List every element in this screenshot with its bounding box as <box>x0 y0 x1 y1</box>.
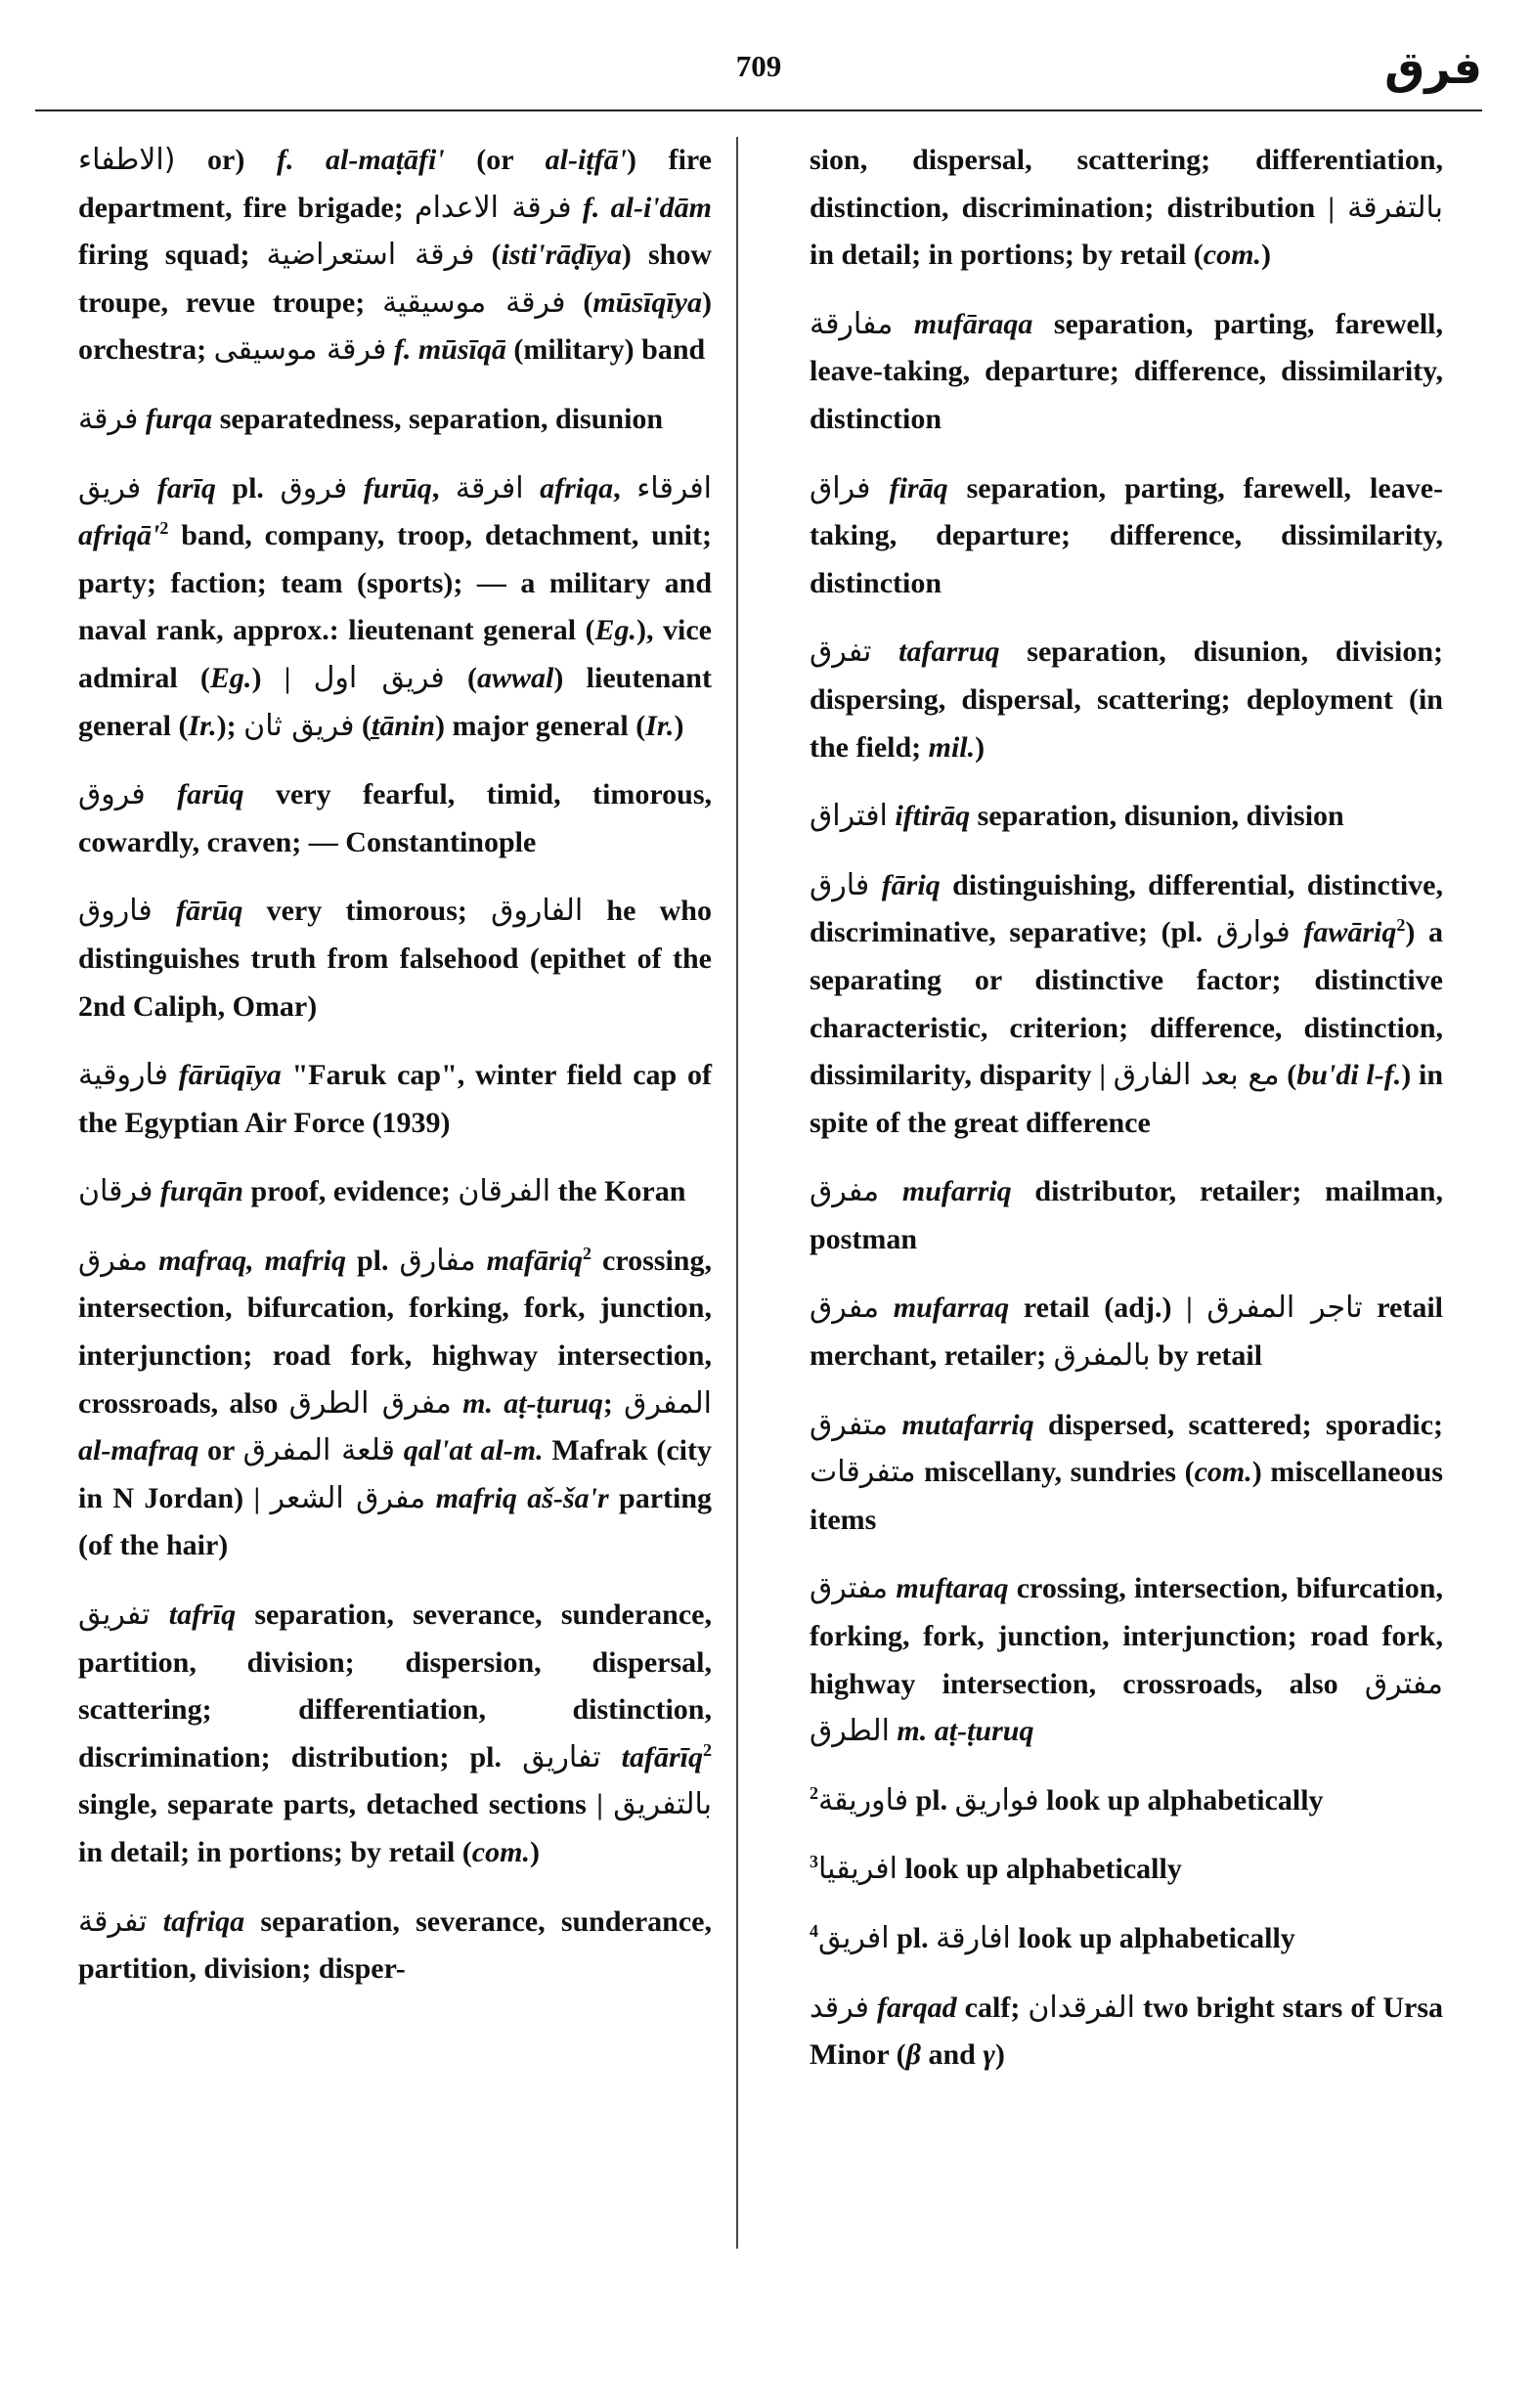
dictionary-entry <box>810 862 1443 1148</box>
arabic-term: فروق <box>78 777 146 812</box>
column-divider <box>736 137 738 2249</box>
entry-text: separation, disunion, division; dispersing, dispersal, scattering; deployment (in the field; <box>810 635 1444 764</box>
arabic-term: بالمفرق <box>1053 1338 1151 1374</box>
arabic-term: مفارقة <box>810 306 894 341</box>
entry-text: dispersed, scattered; sporadic; <box>1033 1408 1444 1441</box>
entry-text: very fearful, timid, timorous, cowardly, craven; — Constantinople <box>78 778 712 858</box>
entry-text: ) fire department, fire brigade; <box>78 144 713 224</box>
entry-text: (or <box>444 144 546 176</box>
entry-text: (military) band <box>505 333 706 367</box>
transliteration: fawāriq <box>1303 916 1397 949</box>
dictionary-entry <box>78 888 712 1030</box>
transliteration: muftaraq <box>896 1572 1009 1605</box>
entry-text: firing squad; <box>78 239 267 272</box>
dictionary-entry <box>78 1168 712 1216</box>
entry-text: in detail; in portions; by retail ( <box>78 1836 472 1868</box>
entry-text: retail merchant, retailer; <box>810 1292 1444 1373</box>
arabic-term: فرقة موسيقى <box>213 332 387 368</box>
dictionary-entry <box>810 1285 1443 1379</box>
arabic-term: فريق ثان <box>243 708 355 743</box>
transliteration: fārūq <box>175 895 243 928</box>
dictionary-entry <box>810 1985 1443 2080</box>
arabic-term: افريق <box>818 1921 890 1955</box>
transliteration: farīq <box>156 471 216 504</box>
arabic-term: افارقة <box>936 1921 1011 1955</box>
entry-text: ) show troupe, revue troupe; <box>78 239 712 319</box>
entry-text: crossing, intersection, bifurcation, forking, fork, junction, interjunction; road fork, highway intersection, crossroads, also <box>810 1572 1443 1700</box>
arabic-term: مفرق <box>78 1243 149 1278</box>
arabic-term: قلعة المفرق <box>242 1433 395 1468</box>
abbreviation: Eg. <box>209 661 252 694</box>
entry-text: look up alphabetically <box>897 1853 1182 1886</box>
entry-text: sion, dispersal, scattering; differentiation, distinction, discrimination; distribution | <box>810 144 1443 224</box>
abbreviation: com. <box>1203 239 1261 272</box>
arabic-term: فراق <box>810 470 871 505</box>
entry-text: separation, severance, sunderance, partition, division; disper- <box>78 1905 712 1986</box>
entry-text: pl. <box>908 1783 955 1817</box>
dictionary-entry <box>810 1565 1443 1755</box>
entry-text <box>572 192 583 224</box>
footnote-entry <box>810 1777 1443 1825</box>
arabic-term: بالتفرقة <box>1347 190 1443 225</box>
arabic-term: افتراق <box>810 799 888 834</box>
entry-text <box>879 1175 902 1207</box>
arabic-term: فوارق <box>1215 915 1291 950</box>
arabic-term: افرقة <box>455 470 524 505</box>
entry-text <box>888 1409 901 1441</box>
entry-text: ) lieutenant general ( <box>78 661 712 742</box>
abbreviation: Ir. <box>188 709 217 742</box>
entry-text: miscellany, sundries ( <box>915 1456 1195 1489</box>
transliteration: ṯānin <box>371 709 436 742</box>
arabic-term: مفترق <box>810 1571 889 1606</box>
arabic-term: تاجر المفرق <box>1206 1291 1363 1326</box>
entry-text: look up alphabetically <box>1038 1783 1324 1817</box>
running-headword: فرق <box>1384 41 1482 94</box>
dictionary-entry <box>810 137 1443 280</box>
entry-text: pl. <box>215 471 281 504</box>
entry-text: look up alphabetically <box>1010 1922 1295 1954</box>
entry-text: ); <box>216 709 244 742</box>
entry-text: he who distinguishes truth from falsehood (epithet of the 2nd Caliph, Omar) <box>78 895 712 1023</box>
transliteration: al-iṭfā' <box>545 144 627 176</box>
transliteration: mafāriq <box>486 1244 584 1277</box>
dictionary-entry <box>810 301 1443 444</box>
transliteration: awwal <box>477 661 554 694</box>
entry-text <box>386 333 394 366</box>
entry-text: ( <box>354 709 372 742</box>
superscript: 2 <box>583 1243 592 1263</box>
entry-text: pl. <box>345 1244 400 1277</box>
dictionary-entry <box>78 1238 712 1570</box>
arabic-term: تفرق <box>810 635 872 670</box>
arabic-term: مفرق <box>810 1174 880 1209</box>
arabic-term: فارق <box>810 867 870 902</box>
arabic-term: تفريق <box>78 1598 151 1633</box>
arabic-term: مفرق الشعر <box>270 1480 426 1515</box>
footnote-entry <box>810 1915 1443 1963</box>
header-rule <box>35 109 1482 111</box>
greek-letter: β <box>905 2038 921 2072</box>
dictionary-entry <box>810 629 1443 771</box>
entry-text: separatedness, separation, disunion <box>212 402 664 435</box>
arabic-term: مفارق <box>399 1243 476 1278</box>
transliteration: fāriq <box>881 868 941 901</box>
arabic-term: مع بعد الفارق <box>1113 1058 1280 1093</box>
arabic-term: متفرق <box>810 1407 889 1442</box>
arabic-term: فرقة موسيقية <box>382 285 566 320</box>
right-column <box>810 137 1443 2101</box>
entry-text: ( <box>444 661 478 694</box>
transliteration: iftirāq <box>895 800 971 833</box>
arabic-term: فرقة الاعدام <box>415 190 572 225</box>
transliteration: f. al-maṭāfi' <box>276 144 445 176</box>
page-header <box>35 35 1482 109</box>
abbreviation: com. <box>1194 1456 1252 1489</box>
arabic-term: فرقة <box>78 401 139 436</box>
transliteration: mufarriq <box>901 1175 1012 1208</box>
entry-text: ) <box>529 1836 540 1868</box>
transliteration: bu'di l-f. <box>1296 1059 1402 1092</box>
dictionary-entry <box>78 396 712 444</box>
entry-text: separation, parting, farewell, leave-taking, departure; difference, dissimilarity, distinction <box>810 471 1443 599</box>
superscript: 2 <box>703 1739 712 1760</box>
transliteration: mutafarriq <box>901 1408 1034 1441</box>
entry-text: or) <box>175 144 277 176</box>
transliteration: mūsīqīya <box>592 285 702 319</box>
arabic-term: الفرقان <box>458 1174 551 1209</box>
abbreviation: mil. <box>928 730 976 764</box>
entry-text: calf; <box>956 1991 1029 2024</box>
arabic-term: (الاطفاء <box>78 143 176 177</box>
arabic-term: افريقيا <box>818 1852 898 1887</box>
entry-text <box>871 635 898 668</box>
arabic-term: مفترق الطرق <box>810 1666 1443 1749</box>
arabic-term: فرقان <box>78 1174 153 1209</box>
entry-text <box>395 1434 404 1467</box>
entry-text: or <box>198 1434 243 1467</box>
entry-text: ( <box>474 239 502 272</box>
entry-text: ( <box>565 285 593 319</box>
entry-text: in detail; in portions; by retail ( <box>810 239 1204 272</box>
transliteration: farqad <box>877 1991 957 2024</box>
arabic-term: افرقاء <box>636 470 713 505</box>
entry-text <box>601 1741 622 1773</box>
entry-text: the Koran <box>550 1175 686 1208</box>
transliteration: qal'at al-m. <box>403 1434 544 1467</box>
transliteration: m. aṭ-ṭuruq <box>897 1715 1034 1748</box>
arabic-term: متفرقات <box>810 1455 916 1490</box>
abbreviation: Eg. <box>594 614 637 647</box>
entry-text <box>524 472 541 504</box>
transliteration: f. mūsīqā <box>393 333 506 367</box>
transliteration: furqān <box>159 1175 243 1208</box>
entry-text <box>146 778 177 810</box>
entry-text: , <box>613 471 637 504</box>
superscript: 4 <box>810 1921 818 1941</box>
dictionary-entry <box>78 137 712 374</box>
entry-text: proof, evidence; <box>242 1175 459 1208</box>
entry-text <box>148 1245 158 1277</box>
transliteration: mafraq, mafriq <box>158 1244 346 1277</box>
entry-text: ) in spite of the great difference <box>810 1059 1444 1139</box>
transliteration: firāq <box>889 471 948 504</box>
arabic-term: الفاروق <box>491 894 584 929</box>
entry-text: very timorous; <box>242 895 492 928</box>
superscript: 2 <box>1396 915 1406 936</box>
arabic-term: فريق اول <box>313 660 445 695</box>
entry-text <box>879 1292 894 1324</box>
transliteration: mufāraqa <box>913 307 1033 340</box>
dictionary-entry <box>78 1052 712 1147</box>
entry-text: separation, parting, farewell, leave-taking, departure; difference, dissimilarity, distinction <box>810 307 1443 435</box>
entry-text <box>150 1598 168 1631</box>
dictionary-entry <box>810 1402 1443 1545</box>
abbreviation: com. <box>471 1836 530 1868</box>
arabic-term: مفرق الطرق <box>288 1385 452 1421</box>
entry-text: ) <box>1260 239 1271 272</box>
transliteration: isti'rāḍīya <box>501 239 622 272</box>
entry-text: ) miscellaneous items <box>810 1456 1443 1536</box>
greek-letter: γ <box>983 2038 995 2072</box>
entry-text <box>153 1175 160 1207</box>
transliteration: fārūqīya <box>178 1059 282 1092</box>
transliteration: tafriqa <box>162 1905 245 1938</box>
entry-text <box>893 308 913 340</box>
abbreviation: Ir. <box>645 709 675 742</box>
arabic-term: فرقة استعراضية <box>266 238 475 273</box>
arabic-term: بالتفريق <box>613 1787 712 1822</box>
arabic-term: مفرق <box>810 1291 880 1326</box>
footnote-entry <box>810 1846 1443 1894</box>
transliteration: furqa <box>145 402 213 435</box>
transliteration: mufarraq <box>893 1292 1010 1325</box>
entry-text <box>141 472 157 504</box>
arabic-term: تفاريق <box>522 1739 601 1774</box>
entry-text <box>476 1245 487 1277</box>
arabic-term: فاروق <box>78 894 153 929</box>
entry-text: ) orchestra; <box>78 285 712 367</box>
transliteration: tafārīq <box>621 1740 703 1773</box>
dictionary-entry <box>78 1592 712 1877</box>
entry-text: ), vice admiral ( <box>78 614 712 694</box>
arabic-term: فروق <box>280 470 348 505</box>
transliteration: tafarruq <box>898 635 1000 669</box>
entry-text: Mafrak (city in N Jordan) | <box>78 1434 712 1514</box>
transliteration: al-mafraq <box>78 1434 199 1467</box>
entry-text <box>425 1482 435 1514</box>
entry-text: and <box>920 2038 984 2072</box>
entry-text: ( <box>1279 1059 1297 1092</box>
entry-text: ; <box>602 1386 625 1420</box>
transliteration: m. aṭ-ṭuruq <box>462 1386 603 1420</box>
entry-text: distributor, retailer; mailman, postman <box>810 1175 1443 1255</box>
entry-text: ) major general ( <box>435 709 646 742</box>
entry-text <box>138 403 146 435</box>
entry-text: band, company, troop, detachment, unit; party; faction; team (sports); — a military and naval rank, approx.: lieutenant general ( <box>78 519 712 647</box>
entry-text: , <box>431 471 456 504</box>
entry-text: single, separate parts, detached sections | <box>78 1788 614 1821</box>
transliteration: tafrīq <box>168 1598 237 1632</box>
transliteration: afriqa <box>540 471 614 504</box>
entry-text: pl. <box>889 1922 937 1954</box>
entry-text: separation, disunion, division <box>970 800 1344 833</box>
page-number: 709 <box>735 49 782 83</box>
entry-text <box>869 869 881 901</box>
superscript: 2 <box>159 518 169 539</box>
entry-text: ) a separating or distinctive factor; distinctive characteristic, criterion; difference, distinction, dissimilarity, disparity | <box>810 916 1443 1092</box>
dictionary-entry <box>810 465 1443 608</box>
arabic-term: فرقد <box>810 1990 869 2025</box>
entry-text: ) <box>975 730 986 764</box>
dictionary-entry <box>810 1168 1443 1263</box>
dictionary-entry <box>78 771 712 866</box>
transliteration: farūq <box>177 778 244 811</box>
entry-text: by retail <box>1150 1339 1263 1373</box>
arabic-term: تفرقة <box>78 1904 148 1939</box>
entry-text: parting (of the hair) <box>78 1481 713 1562</box>
entry-text: separation, severance, sunderance, partition, division; dispersion, dispersal, scattering; differentiation, distinction, discrimination; distribution; pl. <box>78 1598 712 1773</box>
arabic-term: فاوريقة <box>818 1782 909 1817</box>
entry-text: "Faruk cap", winter field cap of the Egyptian Air Force (1939) <box>78 1059 713 1139</box>
transliteration: f. al-i'dām <box>582 191 712 224</box>
arabic-term: الفرقدان <box>1028 1990 1135 2025</box>
entry-text <box>869 1992 877 2024</box>
entry-text: two bright stars of Ursa Minor ( <box>810 1991 1444 2072</box>
entry-text <box>871 472 890 504</box>
transliteration: furūq <box>363 471 432 504</box>
arabic-term: فاروقية <box>78 1058 168 1093</box>
entry-text <box>452 1387 462 1420</box>
entry-text <box>148 1905 163 1938</box>
entry-text: ) | <box>251 661 314 694</box>
dictionary-entry <box>78 465 712 751</box>
dictionary-entry <box>810 793 1443 841</box>
entry-text <box>153 895 176 927</box>
arabic-term: المفرق <box>624 1385 712 1421</box>
dictionary-entry <box>78 1899 712 1993</box>
entry-text: ) <box>674 709 684 742</box>
entry-text <box>1291 916 1304 948</box>
entry-text: distinguishing, differential, distinctive, discriminative, separative; (pl. <box>810 868 1443 949</box>
entry-text: retail (adj.) | <box>1009 1292 1207 1325</box>
arabic-term: فريق <box>78 470 142 505</box>
left-column <box>78 137 712 2015</box>
arabic-term: فواريق <box>954 1782 1039 1817</box>
superscript: 2 <box>810 1782 818 1803</box>
entry-text: crossing, intersection, bifurcation, forking, fork, junction, interjunction; road fork, highway intersection, crossroads, also <box>78 1244 712 1420</box>
transliteration: mafriq aš-ša'r <box>435 1481 609 1514</box>
entry-text <box>347 472 364 504</box>
entry-text <box>168 1059 179 1091</box>
entry-text: ) <box>994 2038 1005 2072</box>
transliteration: afriqā' <box>78 519 160 552</box>
superscript: 3 <box>810 1852 818 1872</box>
